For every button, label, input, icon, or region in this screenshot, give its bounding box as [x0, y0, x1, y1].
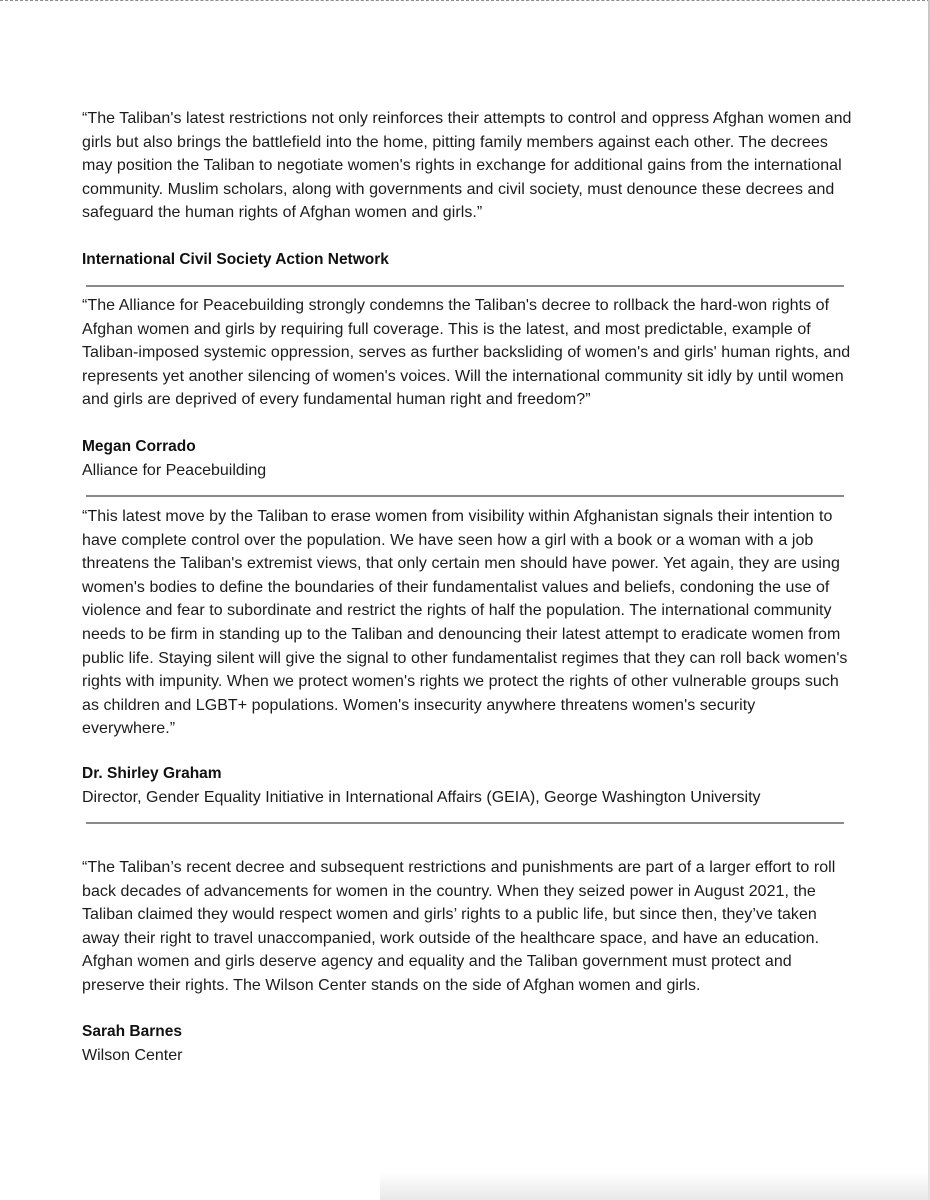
- statement-attribution: [82, 1020, 852, 1067]
- speaker-name: International Civil Society Action Network: [82, 251, 389, 268]
- statement-quote: “The Alliance for Peacebuilding strongly condemns the Taliban's decree to rollback the hard-won rights of Afghan women and girls by requiring full coverage. This is the latest, and most predictable, example of Taliban-imposed systemic oppression, serves as further backsliding of women's and girls' human rights, and represents yet another silencing of women's voices. Will the international community sit idly by until women and girls are deprived of every fundamental human right and freedom?”: [82, 297, 851, 409]
- statement-attribution: [82, 248, 852, 272]
- statement-attribution: [82, 762, 852, 809]
- statement-icsan: [82, 107, 852, 225]
- speaker-organization: Director, Gender Equality Initiative in International Affairs (GEIA), George Washington University: [82, 788, 761, 806]
- speaker-name: Megan Corrado: [82, 438, 196, 455]
- statement-quote: “The Taliban’s recent decree and subsequent restrictions and punishments are part of a larger effort to roll back decades of advancements for women in the country. When they seized power in August 2021, the Taliban claimed they would respect women and girls’ rights to a public life, but since then, they’ve taken away their right to travel unaccompanied, work outside of the healthcare space, and have an education. Afghan women and girls deserve agency and equality and the Taliban government must protect and preserve their rights. The Wilson Center stands on the side of Afghan women and girls.: [82, 859, 836, 994]
- speaker-organization: Wilson Center: [82, 1046, 183, 1064]
- page-bottom-shadow: [380, 1172, 930, 1200]
- statement-wilson-center: [82, 856, 852, 998]
- statement-attribution: [82, 435, 852, 482]
- speaker-name: Dr. Shirley Graham: [82, 765, 222, 782]
- statement-alliance-for-peacebuilding: [82, 294, 852, 412]
- statement-quote: “This latest move by the Taliban to erase women from visibility within Afghanistan signals their intention to have complete control over the population. We have seen how a girl with a book or a woman with a job threatens the Taliban's extremist views, that only certain men should have power. Yet again, they are using women's bodies to define the boundaries of their fundamentalist values and beliefs, condoning the use of violence and fear to subordinate and restrict the rights of half the population. The international community needs to be firm in standing up to the Taliban and denouncing their latest attempt to eradicate women from public life. Staying silent will give the signal to other fundamentalist regimes that they can roll back women's rights with impunity. When we protect women's rights we protect the rights of other vulnerable groups such as children and LGBT+ populations. Women's insecurity anywhere threatens women's security everywhere.”: [82, 508, 848, 738]
- speaker-name: Sarah Barnes: [82, 1023, 182, 1040]
- section-divider: [86, 285, 844, 287]
- speaker-organization: Alliance for Peacebuilding: [82, 461, 267, 479]
- section-divider: [86, 822, 844, 824]
- page-top-dashed-border: [0, 0, 930, 1]
- statement-quote: “The Taliban's latest restrictions not only reinforces their attempts to control and oppress Afghan women and girls but also brings the battlefield into the home, pitting family members against each other. The decrees may position the Taliban to negotiate women's rights in exchange for additional gains from the international community. Muslim scholars, along with governments and civil society, must denounce these decrees and safeguard the human rights of Afghan women and girls.”: [82, 110, 852, 222]
- section-divider: [86, 495, 844, 497]
- statement-geia: [82, 505, 852, 741]
